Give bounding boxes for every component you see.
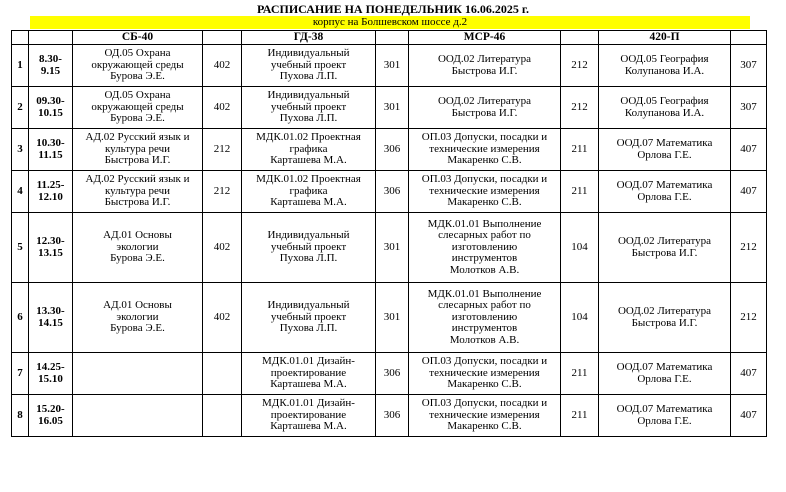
- subject-cell: [242, 353, 376, 395]
- room-cell: 212: [203, 129, 242, 171]
- lesson-time: [29, 353, 73, 395]
- room-cell: 212: [203, 171, 242, 213]
- subject-text: ОД.05 Охрана окружающей среды Бурова Э.Е.: [91, 47, 184, 83]
- room-cell: 104: [561, 283, 599, 353]
- lesson-time-text: 10.30- 11.15: [36, 137, 65, 161]
- subject-text: АД.01 Основы экологии Бурова Э.Е.: [103, 229, 172, 265]
- subject-cell: [409, 395, 561, 437]
- subject-text: Индивидуальный учебный проект Пухова Л.П.: [267, 89, 350, 125]
- room-cell: 212: [731, 213, 767, 283]
- subject-text: Индивидуальный учебный проект Пухова Л.П.: [267, 229, 350, 265]
- table-row: [12, 395, 767, 437]
- room-header: [203, 31, 242, 45]
- table-row: [12, 171, 767, 213]
- room-cell: 211: [561, 395, 599, 437]
- lesson-time-text: 09.30- 10.15: [36, 95, 65, 119]
- table-row: [12, 353, 767, 395]
- subject-cell: [242, 45, 376, 87]
- lesson-number: 1: [12, 45, 29, 87]
- subject-cell: [73, 87, 203, 129]
- room-header: [731, 31, 767, 45]
- subject-text: МДК.01.02 Проектная графика Карташева М.А.: [256, 173, 361, 209]
- header-num: [12, 31, 29, 45]
- subject-cell: [242, 87, 376, 129]
- subject-cell: [73, 283, 203, 353]
- room-cell: 301: [376, 45, 409, 87]
- subject-cell: [242, 283, 376, 353]
- subject-text: ООД.05 География Колупанова И.А.: [620, 53, 709, 77]
- lesson-time: [29, 395, 73, 437]
- room-cell: 104: [561, 213, 599, 283]
- lesson-time: [29, 283, 73, 353]
- lesson-time-text: 11.25- 12.10: [36, 179, 65, 203]
- subject-cell: [409, 87, 561, 129]
- table-row: [12, 283, 767, 353]
- lesson-time: [29, 87, 73, 129]
- schedule-table: [11, 30, 767, 437]
- room-cell: 306: [376, 129, 409, 171]
- subject-cell: [599, 283, 731, 353]
- subject-text: АД.01 Основы экологии Бурова Э.Е.: [103, 299, 172, 335]
- subject-cell: [409, 171, 561, 213]
- table-row: [12, 213, 767, 283]
- subject-text: ООД.07 Математика Орлова Г.Е.: [616, 403, 713, 427]
- subject-cell: [409, 45, 561, 87]
- subject-text: ООД.07 Математика Орлова Г.Е.: [616, 361, 713, 385]
- lesson-number: 7: [12, 353, 29, 395]
- subject-cell: [409, 283, 561, 353]
- table-row: [12, 129, 767, 171]
- room-header: [376, 31, 409, 45]
- subject-cell: [73, 129, 203, 171]
- subject-cell: [599, 395, 731, 437]
- subject-cell: [599, 171, 731, 213]
- room-cell: 301: [376, 87, 409, 129]
- room-cell: 307: [731, 45, 767, 87]
- room-cell: 402: [203, 45, 242, 87]
- room-cell: [203, 395, 242, 437]
- lesson-number: 4: [12, 171, 29, 213]
- group-header: МСР-46: [409, 31, 561, 45]
- subject-text: ОД.05 Охрана окружающей среды Бурова Э.Е.: [91, 89, 184, 125]
- room-cell: 211: [561, 171, 599, 213]
- room-cell: 307: [731, 87, 767, 129]
- subject-cell: [73, 45, 203, 87]
- subject-text: МДК.01.01 Выполнение слесарных работ по изготовлению инструментов Молотков А.В.: [427, 217, 542, 276]
- room-cell: 407: [731, 395, 767, 437]
- lesson-time: [29, 129, 73, 171]
- subject-cell: [242, 129, 376, 171]
- header-time: [29, 31, 73, 45]
- subject-text: ОП.03 Допуски, посадки и технические измерения Макаренко С.В.: [421, 173, 548, 209]
- subject-cell: [242, 213, 376, 283]
- subject-text: ООД.02 Литература Быстрова И.Г.: [437, 53, 532, 77]
- subject-cell: [599, 45, 731, 87]
- subject-text: МДК.01.02 Проектная графика Карташева М.А.: [256, 131, 361, 167]
- subject-text: ООД.07 Математика Орлова Г.Е.: [616, 179, 713, 203]
- room-cell: 407: [731, 171, 767, 213]
- subject-text: ООД.07 Математика Орлова Г.Е.: [616, 137, 713, 161]
- subject-text: ООД.02 Литература Быстрова И.Г.: [617, 235, 712, 259]
- room-cell: 301: [376, 213, 409, 283]
- subject-text: МДК.01.01 Выполнение слесарных работ по изготовлению инструментов Молотков А.В.: [427, 287, 542, 346]
- room-cell: 301: [376, 283, 409, 353]
- room-cell: [203, 353, 242, 395]
- lesson-number: 5: [12, 213, 29, 283]
- lesson-number: 6: [12, 283, 29, 353]
- room-cell: 402: [203, 87, 242, 129]
- subject-text: ОП.03 Допуски, посадки и технические измерения Макаренко С.В.: [421, 131, 548, 167]
- subject-cell: [599, 129, 731, 171]
- room-cell: 306: [376, 395, 409, 437]
- subject-text: АД.02 Русский язык и культура речи Быстрова И.Г.: [85, 173, 190, 209]
- campus-banner: корпус на Болшевском шоссе д.2: [30, 16, 750, 29]
- room-cell: 212: [561, 87, 599, 129]
- subject-text: МДК.01.01 Дизайн- проектирование Карташева М.А.: [262, 355, 355, 391]
- table-row: [12, 87, 767, 129]
- room-cell: 402: [203, 213, 242, 283]
- subject-cell: [73, 395, 203, 437]
- subject-cell: [73, 353, 203, 395]
- subject-cell: [73, 171, 203, 213]
- subject-text: ОП.03 Допуски, посадки и технические измерения Макаренко С.В.: [421, 355, 548, 391]
- room-cell: 211: [561, 129, 599, 171]
- subject-cell: [599, 353, 731, 395]
- lesson-time-text: 8.30- 9.15: [39, 53, 62, 77]
- subject-text: ОП.03 Допуски, посадки и технические измерения Макаренко С.В.: [421, 397, 548, 433]
- subject-cell: [73, 213, 203, 283]
- room-cell: 212: [731, 283, 767, 353]
- lesson-time-text: 14.25- 15.10: [36, 361, 65, 385]
- table-row: [12, 45, 767, 87]
- room-cell: 306: [376, 353, 409, 395]
- room-cell: 211: [561, 353, 599, 395]
- room-cell: 306: [376, 171, 409, 213]
- subject-text: ООД.02 Литература Быстрова И.Г.: [617, 305, 712, 329]
- page-title: РАСПИСАНИЕ НА ПОНЕДЕЛЬНИК 16.06.2025 г.: [256, 2, 530, 16]
- room-cell: 407: [731, 129, 767, 171]
- subject-cell: [409, 213, 561, 283]
- subject-cell: [599, 213, 731, 283]
- lesson-number: 3: [12, 129, 29, 171]
- group-header: СБ-40: [73, 31, 203, 45]
- subject-cell: [242, 395, 376, 437]
- subject-cell: [409, 129, 561, 171]
- subject-text: АД.02 Русский язык и культура речи Быстрова И.Г.: [85, 131, 190, 167]
- subject-text: Индивидуальный учебный проект Пухова Л.П.: [267, 299, 350, 335]
- room-cell: 212: [561, 45, 599, 87]
- subject-text: МДК.01.01 Дизайн- проектирование Карташева М.А.: [262, 397, 355, 433]
- subject-text: ООД.05 География Колупанова И.А.: [620, 95, 709, 119]
- header-row: [12, 31, 767, 45]
- group-header: 420-П: [599, 31, 731, 45]
- room-header: [561, 31, 599, 45]
- lesson-time: [29, 45, 73, 87]
- room-cell: 402: [203, 283, 242, 353]
- lesson-number: 2: [12, 87, 29, 129]
- lesson-time: [29, 171, 73, 213]
- lesson-time-text: 12.30- 13.15: [36, 235, 65, 259]
- subject-text: ООД.02 Литература Быстрова И.Г.: [437, 95, 532, 119]
- lesson-time: [29, 213, 73, 283]
- subject-cell: [599, 87, 731, 129]
- subject-text: Индивидуальный учебный проект Пухова Л.П.: [267, 47, 350, 83]
- lesson-time-text: 15.20- 16.05: [36, 403, 65, 427]
- lesson-time-text: 13.30- 14.15: [36, 305, 65, 329]
- subject-cell: [409, 353, 561, 395]
- lesson-number: 8: [12, 395, 29, 437]
- subject-cell: [242, 171, 376, 213]
- group-header: ГД-38: [242, 31, 376, 45]
- room-cell: 407: [731, 353, 767, 395]
